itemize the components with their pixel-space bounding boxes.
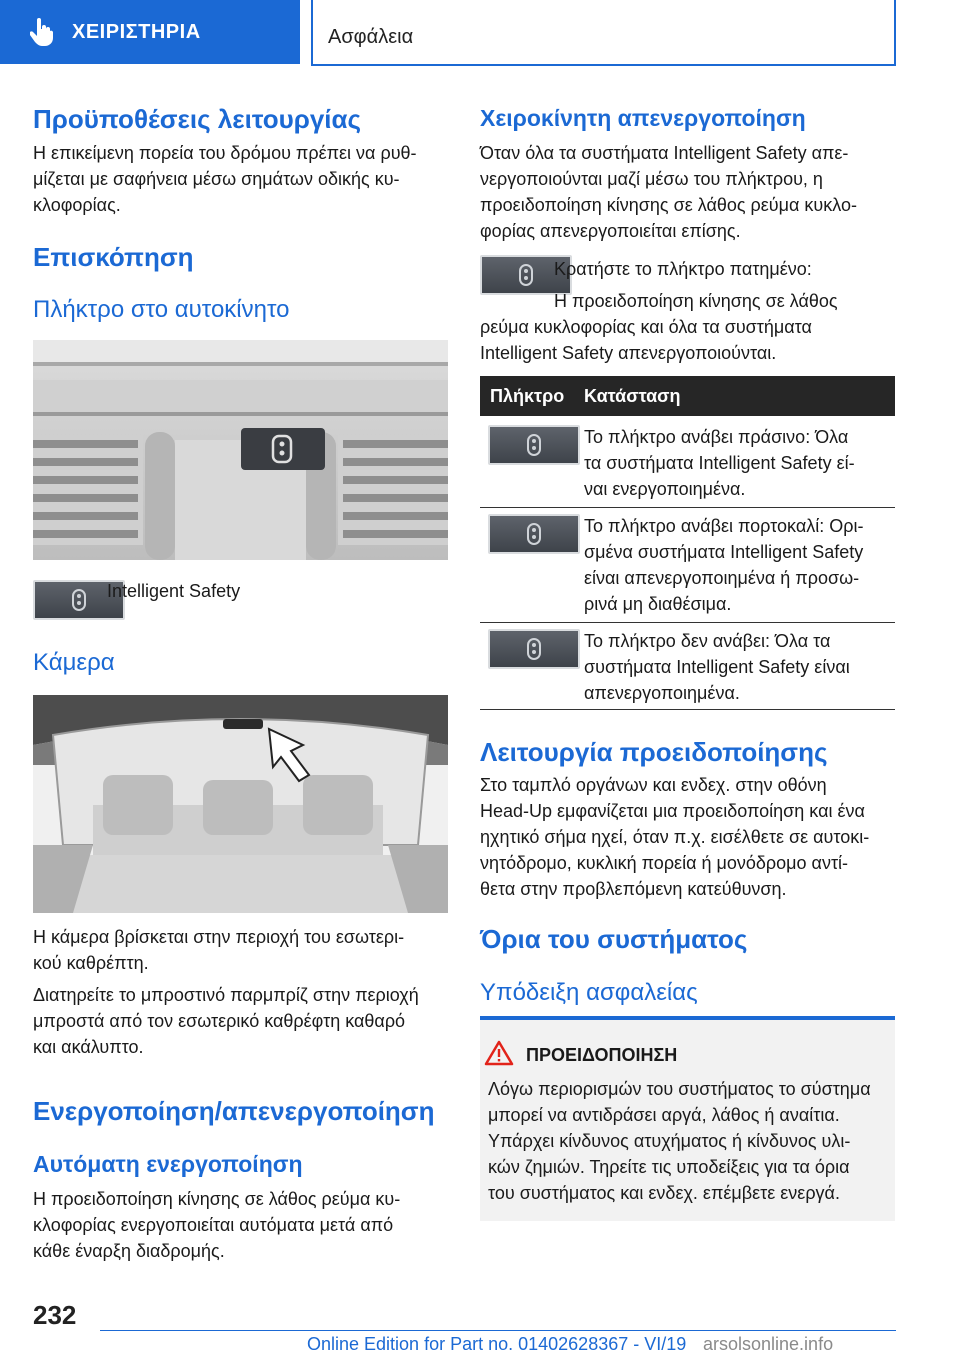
- camera-location-image: [33, 695, 448, 913]
- press-instruction: Κρατήστε το πλήκτρο πατημένο:: [554, 259, 812, 279]
- prereq-line-1: Η επικείμενη πορεία του δρόμου πρέπει να ρυθ-: [33, 143, 417, 163]
- manual-section-tab[interactable]: [0, 0, 300, 64]
- warning-triangle-icon: [484, 1040, 514, 1066]
- warning-line-2: μπορεί να αντιδράσει αργά, λάθος ή αναίτια.: [488, 1105, 840, 1125]
- table-bottom-border: [480, 709, 895, 710]
- intelligent-safety-button-icon: [488, 629, 580, 669]
- press-result-line-2: ρεύμα κυκλοφορίας και όλα τα συστήματα: [480, 317, 812, 337]
- manual-line-2: νεργοποιούνται μαζί μέσω του πλήκτρου, η: [480, 169, 823, 189]
- warn-func-line-1: Στο ταμπλό οργάνων και ενδεχ. στην οθόνη: [480, 775, 827, 795]
- heading-activation: Ενεργοποίηση/απενεργοποίηση: [33, 1096, 435, 1126]
- table-row-1-line-2: τα συστήματα Intelligent Safety εί-: [584, 453, 855, 473]
- auto-line-3: κάθε έναρξη διαδρομής.: [33, 1241, 225, 1261]
- table-row-2-line-4: ρινά μη διαθέσιμα.: [584, 594, 732, 614]
- heading-safety-note: Υπόδειξη ασφαλείας: [480, 979, 698, 1006]
- manual-line-3: προειδοποίηση κίνησης σε λάθος ρεύμα κυκλο-: [480, 195, 858, 215]
- heading-button-in-car: Πλήκτρο στο αυτοκίνητο: [33, 296, 290, 323]
- warn-func-line-3: ηχητικό σήμα ηχεί, όταν π.χ. εισέλθετε σε αυτοκι-: [480, 827, 870, 847]
- button-caption: Intelligent Safety: [107, 581, 241, 601]
- hand-pointer-icon: [30, 18, 54, 46]
- warn-func-line-2: Head-Up εμφανίζεται μια προειδοποίηση και ένα: [480, 801, 865, 821]
- heading-prerequisites: Προϋποθέσεις λειτουργίας: [33, 104, 362, 134]
- warning-line-3: Υπάρχει κίνδυνος ατυχήματος ή κίνδυνος υλι-: [488, 1131, 851, 1151]
- prereq-line-2: μίζεται με σαφήνεια μέσω σημάτων οδικής κυ-: [33, 169, 400, 189]
- warning-line-1: Λόγω περιορισμών του συστήματος το σύστημα: [488, 1079, 871, 1099]
- col-header-state: Κατάσταση: [584, 386, 681, 406]
- camera-line-5: και ακάλυπτο.: [33, 1037, 144, 1057]
- header-separator: [311, 0, 313, 66]
- tab-label: ΧΕΙΡΙΣΤΗΡΙΑ: [72, 20, 201, 43]
- warn-func-line-5: θετα στην προβλεπόμενη κατεύθυνση.: [480, 879, 787, 899]
- footer-watermark: arsolsonline.info: [703, 1334, 834, 1354]
- camera-line-1: Η κάμερα βρίσκεται στην περιοχή του εσωτερι-: [33, 927, 405, 947]
- footer-edition: Online Edition for Part no. 01402628367 - VI/19: [307, 1334, 687, 1354]
- heading-system-limits: Όρια του συστήματος: [480, 924, 748, 954]
- heading-manual-deactivation: Χειροκίνητη απενεργοποίηση: [480, 105, 806, 131]
- heading-camera: Κάμερα: [33, 649, 115, 676]
- auto-line-1: Η προειδοποίηση κίνησης σε λάθος ρεύμα κυ-: [33, 1189, 401, 1209]
- intelligent-safety-button-icon: [488, 425, 580, 465]
- table-row-3-line-1: Το πλήκτρο δεν ανάβει: Όλα τα: [584, 631, 831, 651]
- table-row-2-line-2: σμένα συστήματα Intelligent Safety: [584, 542, 864, 562]
- page-number: 232: [33, 1300, 77, 1330]
- table-row-2-line-3: είναι απενεργοποιημένα ή προσω-: [584, 568, 860, 588]
- auto-line-2: κλοφορίας ενεργοποιείται αυτόματα μετά από: [33, 1215, 394, 1235]
- camera-line-2: κού καθρέπτη.: [33, 953, 149, 973]
- table-row-1-line-3: ναι ενεργοποιημένα.: [584, 479, 746, 499]
- table-row-3-line-3: απενεργοποιημένα.: [584, 683, 740, 703]
- manual-line-4: φορίας απενεργοποιείται επίσης.: [480, 221, 741, 241]
- footer-rule: [100, 1330, 896, 1331]
- table-divider: [480, 507, 895, 508]
- dashboard-button-image: [33, 340, 448, 560]
- table-divider: [480, 622, 895, 623]
- warn-func-line-4: νητόδρομο, κυκλική πορεία ή μονόδρομο αντί-: [480, 853, 849, 873]
- table-row-3-line-2: συστήματα Intelligent Safety είναι: [584, 657, 850, 677]
- heading-auto-activation: Αυτόματη ενεργοποίηση: [33, 1151, 303, 1177]
- prereq-line-3: κλοφορίας.: [33, 195, 121, 215]
- table-row-2-line-1: Το πλήκτρο ανάβει πορτοκαλί: Ορι-: [584, 516, 864, 536]
- col-header-key: Πλήκτρο: [490, 386, 565, 406]
- header-right-border: [894, 0, 896, 66]
- camera-line-4: μπροστά από τον εσωτερικό καθρέφτη καθαρό: [33, 1011, 406, 1031]
- warning-line-4: κών ζημιών. Τηρείτε τις υποδείξεις για τα όρια: [488, 1157, 850, 1177]
- manual-line-1: Όταν όλα τα συστήματα Intelligent Safety απε-: [480, 143, 849, 163]
- press-result-line-3: Intelligent Safety απενεργοποιούνται.: [480, 343, 777, 363]
- heading-warning-function: Λειτουργία προειδοποίησης: [480, 737, 828, 767]
- intelligent-safety-button-icon: [488, 514, 580, 554]
- press-result-line-1: Η προειδοποίηση κίνησης σε λάθος: [554, 291, 838, 311]
- heading-overview: Επισκόπηση: [33, 242, 194, 272]
- header-underline: [311, 64, 896, 66]
- camera-line-3: Διατηρείτε το μπροστινό παρμπρίζ στην περιοχή: [33, 985, 419, 1005]
- warning-line-5: του συστήματος και ενδεχ. επέμβετε ενεργά.: [488, 1183, 840, 1203]
- warning-title: ΠΡΟΕΙΔΟΠΟΙΗΣΗ: [526, 1045, 678, 1065]
- status-table-header: [480, 376, 895, 416]
- table-row-1-line-1: Το πλήκτρο ανάβει πράσινο: Όλα: [584, 427, 849, 447]
- section-title: Ασφάλεια: [328, 26, 414, 48]
